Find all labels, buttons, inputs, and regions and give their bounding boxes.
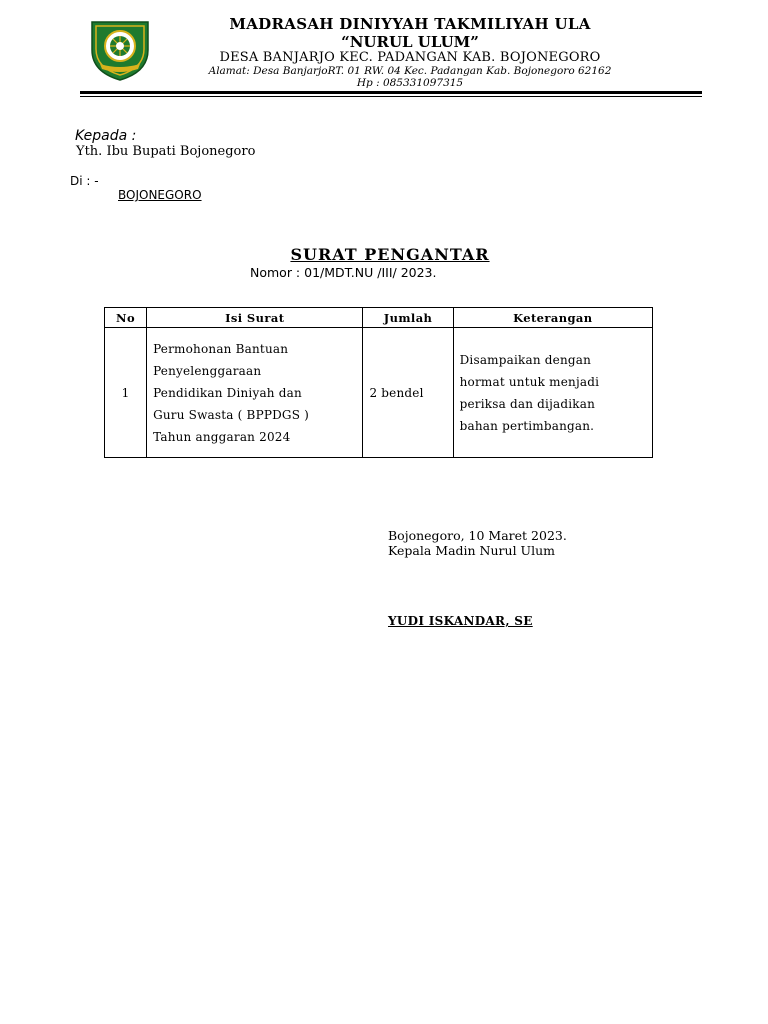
- letter-content-table: [104, 307, 653, 458]
- madrasah-logo: [86, 14, 154, 82]
- recipient-name: Yth. Ibu Bupati Bojonegoro: [76, 144, 256, 159]
- signature-date: Bojonegoro, 10 Maret 2023.: [388, 528, 567, 543]
- isi-line: Guru Swasta ( BPPDGS ): [153, 407, 310, 422]
- isi-line: Pendidikan Diniyah dan: [153, 385, 302, 400]
- col-header-jumlah: Jumlah: [363, 308, 453, 328]
- signature-name: YUDI ISKANDAR, SE: [388, 614, 533, 628]
- table-header-row: [105, 308, 653, 328]
- recipient-label: Kepada :: [75, 128, 137, 144]
- cell-no: 1: [105, 328, 147, 458]
- recipient-di: Di : -: [70, 174, 99, 188]
- school-name: MADRASAH DINIYYAH TAKMILIYAH ULA: [229, 15, 591, 33]
- table-row: [105, 328, 653, 458]
- col-header-keterangan: Keterangan: [453, 308, 652, 328]
- isi-line: Tahun anggaran 2024: [153, 429, 291, 444]
- letter-number: Nomor : 01/MDT.NU /III/ 2023.: [250, 265, 437, 280]
- keterangan-line: bahan pertimbangan.: [459, 418, 595, 433]
- cell-keterangan: [453, 328, 652, 458]
- school-short-name: “NURUL ULUM”: [341, 33, 479, 51]
- keterangan-line: hormat untuk menjadi: [459, 374, 600, 389]
- keterangan-line: periksa dan dijadikan: [459, 396, 596, 411]
- header-divider-thin: [80, 96, 702, 97]
- recipient-city: BOJONEGORO: [118, 188, 202, 202]
- cell-jumlah: 2 bendel: [363, 328, 453, 458]
- col-header-isi: Isi Surat: [147, 308, 363, 328]
- school-location: DESA BANJARJO KEC. PADANGAN KAB. BOJONEGORO: [219, 50, 601, 65]
- header-divider: [80, 91, 702, 94]
- school-phone: Hp : 085331097315: [356, 77, 464, 89]
- school-address: Alamat: Desa BanjarjoRT. 01 RW. 04 Kec. Padangan Kab. Bojonegoro 62162: [208, 65, 612, 77]
- cell-isi: [147, 328, 363, 458]
- col-header-no: No: [105, 308, 147, 328]
- keterangan-line: Disampaikan dengan: [459, 352, 592, 367]
- letter-title: SURAT PENGANTAR: [290, 245, 490, 264]
- isi-line: Penyelenggaraan: [153, 363, 262, 378]
- signature-position: Kepala Madin Nurul Ulum: [388, 543, 555, 558]
- isi-line: Permohonan Bantuan: [153, 341, 289, 356]
